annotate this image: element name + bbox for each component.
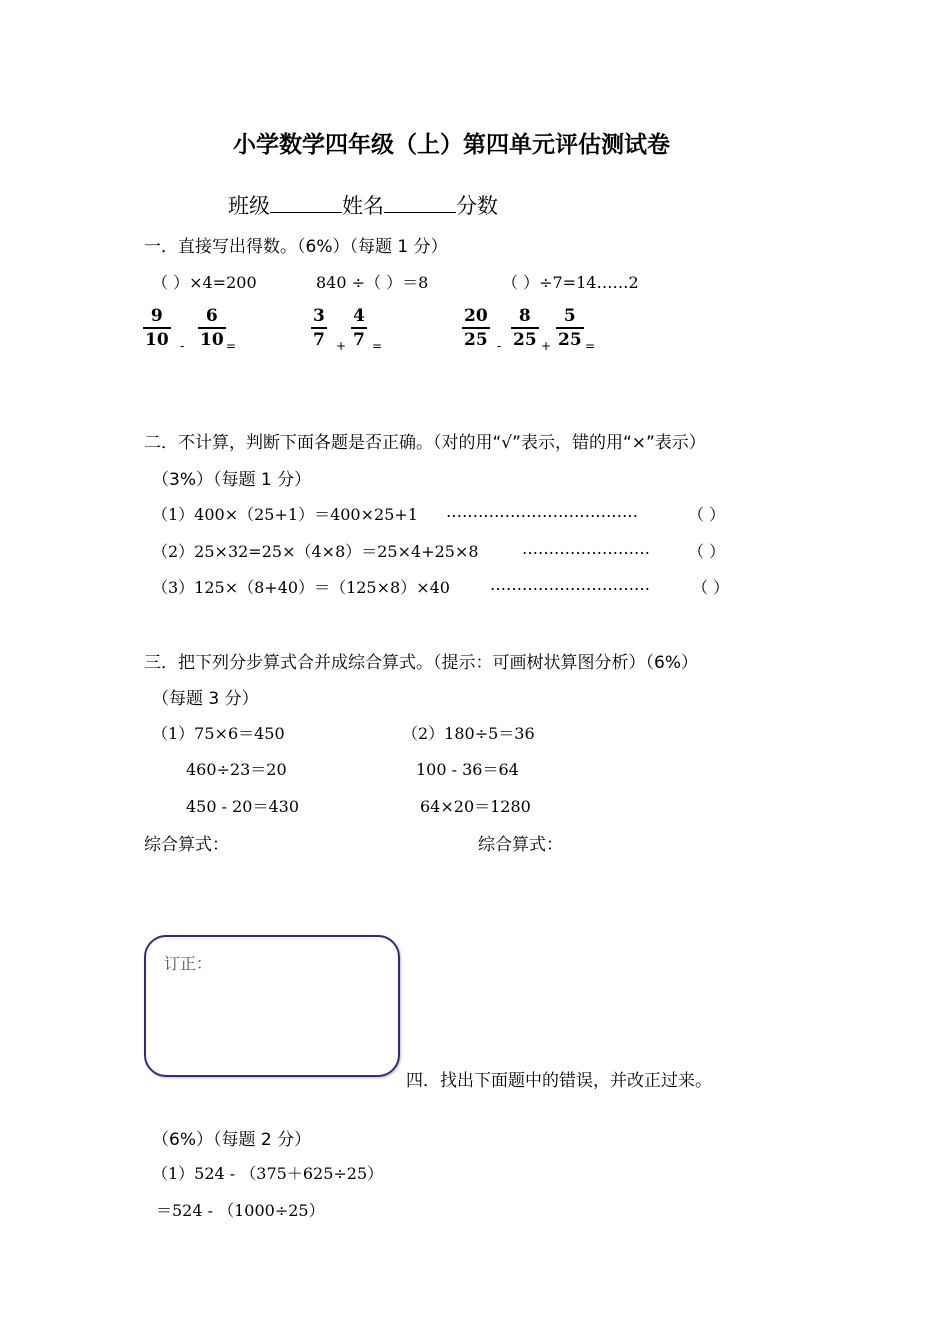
s3-combined-label-right: 综合算式： bbox=[478, 835, 563, 855]
page-title: 小学数学四年级（上）第四单元评估测试卷 bbox=[233, 132, 670, 158]
class-label: 班级 bbox=[228, 194, 270, 218]
op-plus: + bbox=[336, 339, 347, 353]
section2-subheading: （3%）（每题 1 分） bbox=[152, 470, 312, 490]
fraction-20-25: 20 25 bbox=[464, 306, 488, 350]
section3-subheading: （每题 3 分） bbox=[152, 689, 259, 709]
class-blank bbox=[270, 194, 342, 213]
s2-item-1-dots: ……………………………… bbox=[446, 502, 638, 521]
s1-question-2: 840 ÷（ ）＝8 bbox=[316, 273, 429, 292]
s3-right-step-3: 64×20＝1280 bbox=[420, 797, 531, 816]
s3-right-step-2: 100 - 36＝64 bbox=[416, 760, 519, 779]
fraction-8-25: 8 25 bbox=[513, 306, 537, 350]
op-equals: = bbox=[372, 339, 383, 353]
fraction-9-10: 9 10 bbox=[145, 306, 169, 350]
op-plus: + bbox=[541, 339, 552, 353]
s3-left-step-1: （1）75×6＝450 bbox=[152, 724, 285, 743]
name-label: 姓名 bbox=[342, 194, 384, 218]
name-blank bbox=[384, 194, 456, 213]
correction-box[interactable] bbox=[144, 935, 400, 1077]
s2-item-3-dots: ………………………… bbox=[490, 575, 650, 594]
section3-heading: 三．把下列分步算式合并成综合算式。（提示：可画树状算图分析）（6%） bbox=[144, 653, 698, 673]
correction-label: 订正： bbox=[164, 954, 213, 973]
s2-item-3-answer[interactable]: （ ） bbox=[692, 578, 730, 597]
fraction-3-7: 3 7 bbox=[313, 306, 325, 350]
op-minus: - bbox=[497, 339, 502, 353]
score-label: 分数 bbox=[456, 194, 498, 218]
s1-question-1: （ ）×4=200 bbox=[152, 273, 257, 292]
s2-item-2-dots: …………………… bbox=[522, 539, 650, 558]
op-equals: = bbox=[226, 339, 237, 353]
fraction-6-10: 6 10 bbox=[200, 306, 224, 350]
s2-item-2-answer[interactable]: （ ） bbox=[688, 542, 726, 561]
s3-left-step-2: 460÷23＝20 bbox=[186, 760, 287, 779]
s2-item-3-expr: （3）125×（8+40）＝（125×8）×40 bbox=[152, 578, 450, 597]
fraction-4-7: 4 7 bbox=[353, 306, 365, 350]
section4-heading: 四．找出下面题中的错误，并改正过来。 bbox=[406, 1071, 712, 1091]
student-info-line bbox=[228, 190, 498, 220]
s2-item-1-answer[interactable]: （ ） bbox=[688, 505, 726, 524]
s4-line-2: ＝524 - （1000÷25） bbox=[156, 1201, 325, 1220]
section2-heading: 二．不计算，判断下面各题是否正确。（对的用“√”表示，错的用“×”表示） bbox=[144, 433, 706, 453]
s3-right-step-1: （2）180÷5＝36 bbox=[402, 724, 535, 743]
op-equals: = bbox=[585, 339, 596, 353]
s3-left-step-3: 450 - 20＝430 bbox=[186, 797, 300, 816]
s1-question-3: （ ）÷7=14……2 bbox=[502, 273, 639, 292]
s3-combined-label-left: 综合算式： bbox=[144, 835, 229, 855]
section1-heading: 一．直接写出得数。（6%）（每题 1 分） bbox=[144, 237, 448, 257]
op-minus: - bbox=[180, 339, 185, 353]
section4-subheading: （6%）（每题 2 分） bbox=[152, 1130, 312, 1150]
s2-item-1-expr: （1）400×（25+1）＝400×25+1 bbox=[152, 505, 418, 524]
s2-item-2-expr: （2）25×32=25×（4×8）＝25×4+25×8 bbox=[152, 542, 479, 561]
fraction-5-25: 5 25 bbox=[558, 306, 582, 350]
s4-line-1: （1）524 - （375＋625÷25） bbox=[152, 1164, 384, 1183]
